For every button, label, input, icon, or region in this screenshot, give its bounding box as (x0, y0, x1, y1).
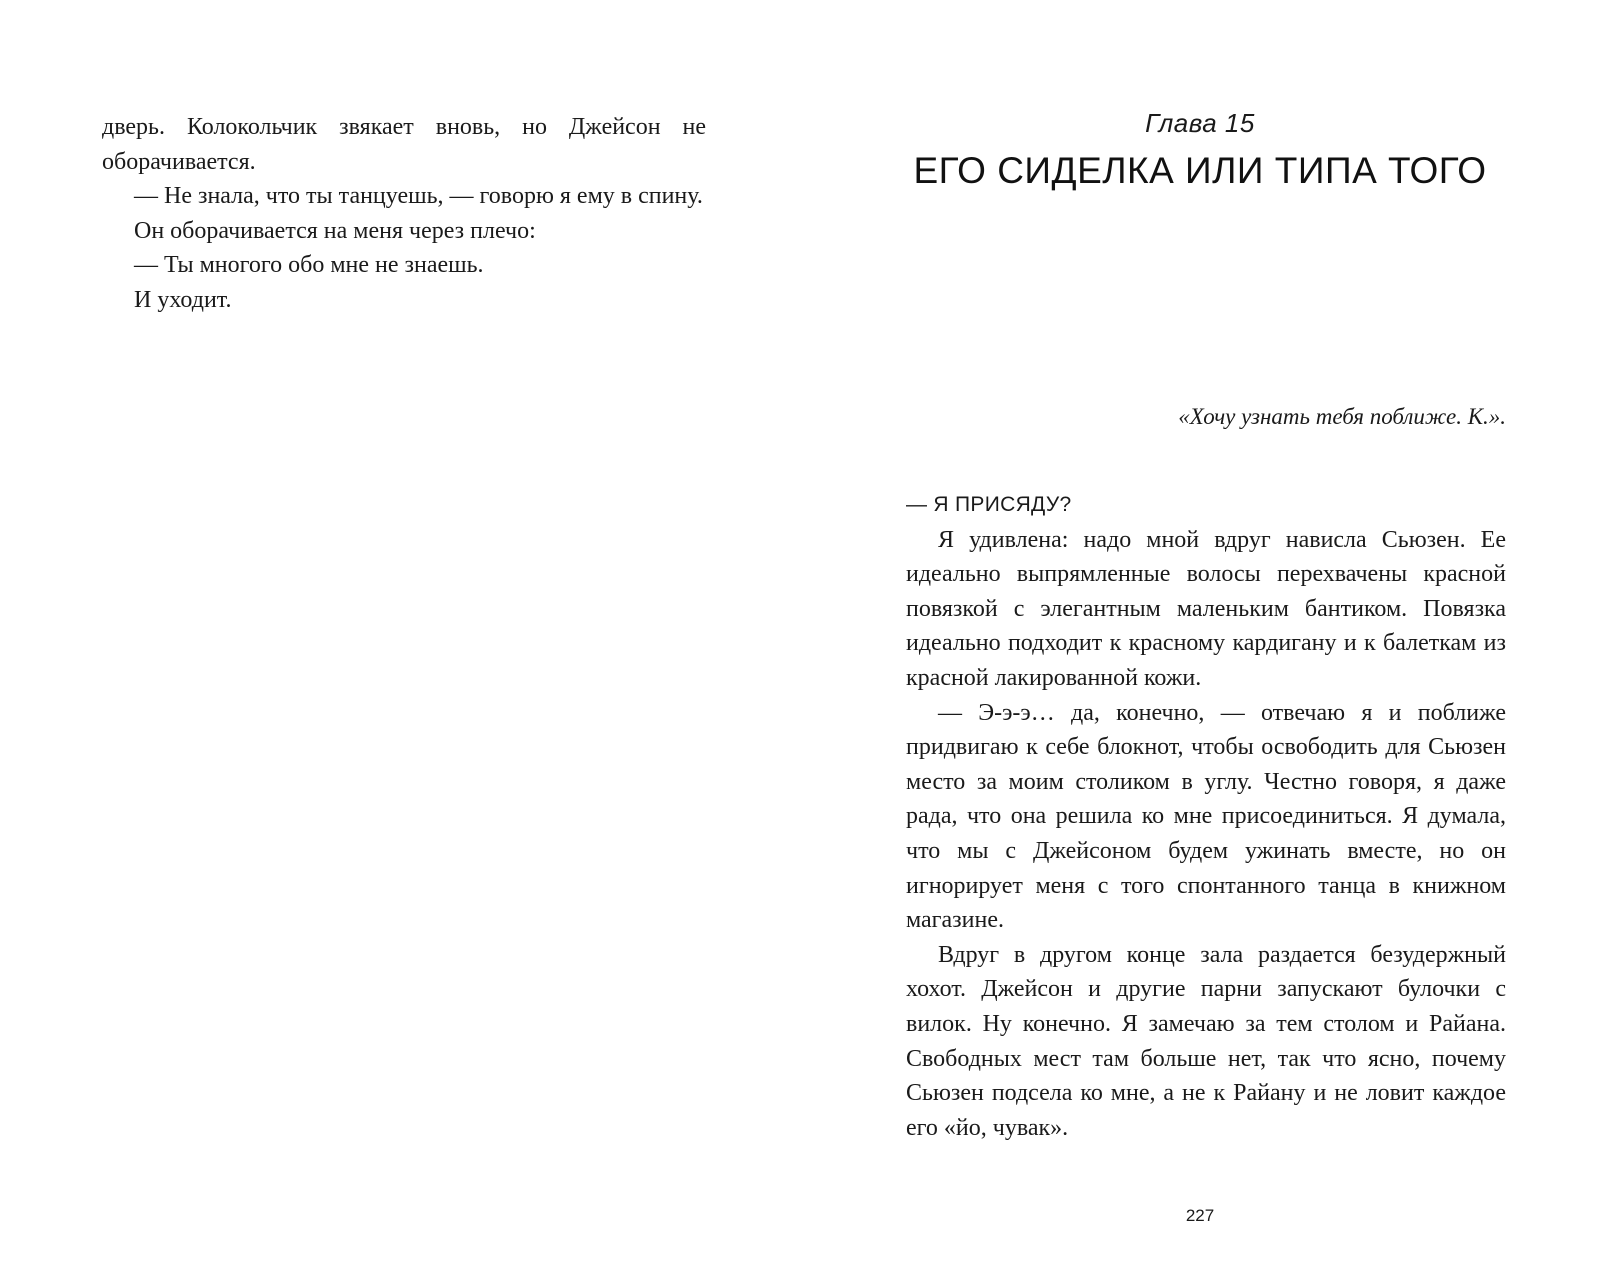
page-number: 227 (1185, 1206, 1215, 1225)
chapter-title: ЕГО СИДЕЛКА ИЛИ ТИПА ТОГО (913, 150, 1487, 191)
right-page-text (906, 488, 1506, 1145)
paragraph: И уходит. (134, 286, 232, 313)
paragraph: — Ты многого обо мне не знаешь. (134, 252, 484, 279)
paragraph: — Э-э-э… да, конечно, — отвечаю я и поближе придвигаю к себе блокнот, чтобы освободить для Сьюзен место за моим столиком в углу. Честно говоря, я даже рада, что она решила ко мне присоединиться. Я думала, что мы с Джейсоном будем ужинать вместе, но он игнорирует меня с того спонтанного танца в книжном магазине. (906, 699, 1506, 934)
chapter-number: Глава 15 (1145, 108, 1255, 138)
paragraph: дверь. Колокольчик звякает вновь, но Джейсон не оборачивается. (102, 114, 706, 175)
paragraph: Он оборачивается на меня через плечо: (134, 217, 536, 244)
opening-line: — Я ПРИСЯДУ? (906, 493, 1072, 516)
left-page-text (102, 110, 706, 318)
paragraph: Я удивлена: надо мной вдруг нависла Сьюзен. Ее идеально выпрямленные волосы перехвачены красной повязкой с элегантным маленьким бантиком. Повязка идеально подходит к красному кардигану и к балеткам из красной лакированной кожи. (906, 526, 1506, 691)
epigraph: «Хочу узнать тебя поближе. К.». (1178, 404, 1506, 429)
right-page (800, 0, 1600, 1280)
paragraph: — Не знала, что ты танцуешь, — говорю я ему в спину. (134, 183, 703, 210)
paragraph: Вдруг в другом конце зала раздается безудержный хохот. Джейсон и другие парни запускают булочки с вилок. Ну конечно. Я замечаю за тем столом и Райана. Свободных мест там больше нет, так что ясно, почему Сьюзен подсела ко мне, а не к Райану и не ловит каждое его «йо, чувак». (906, 941, 1506, 1141)
